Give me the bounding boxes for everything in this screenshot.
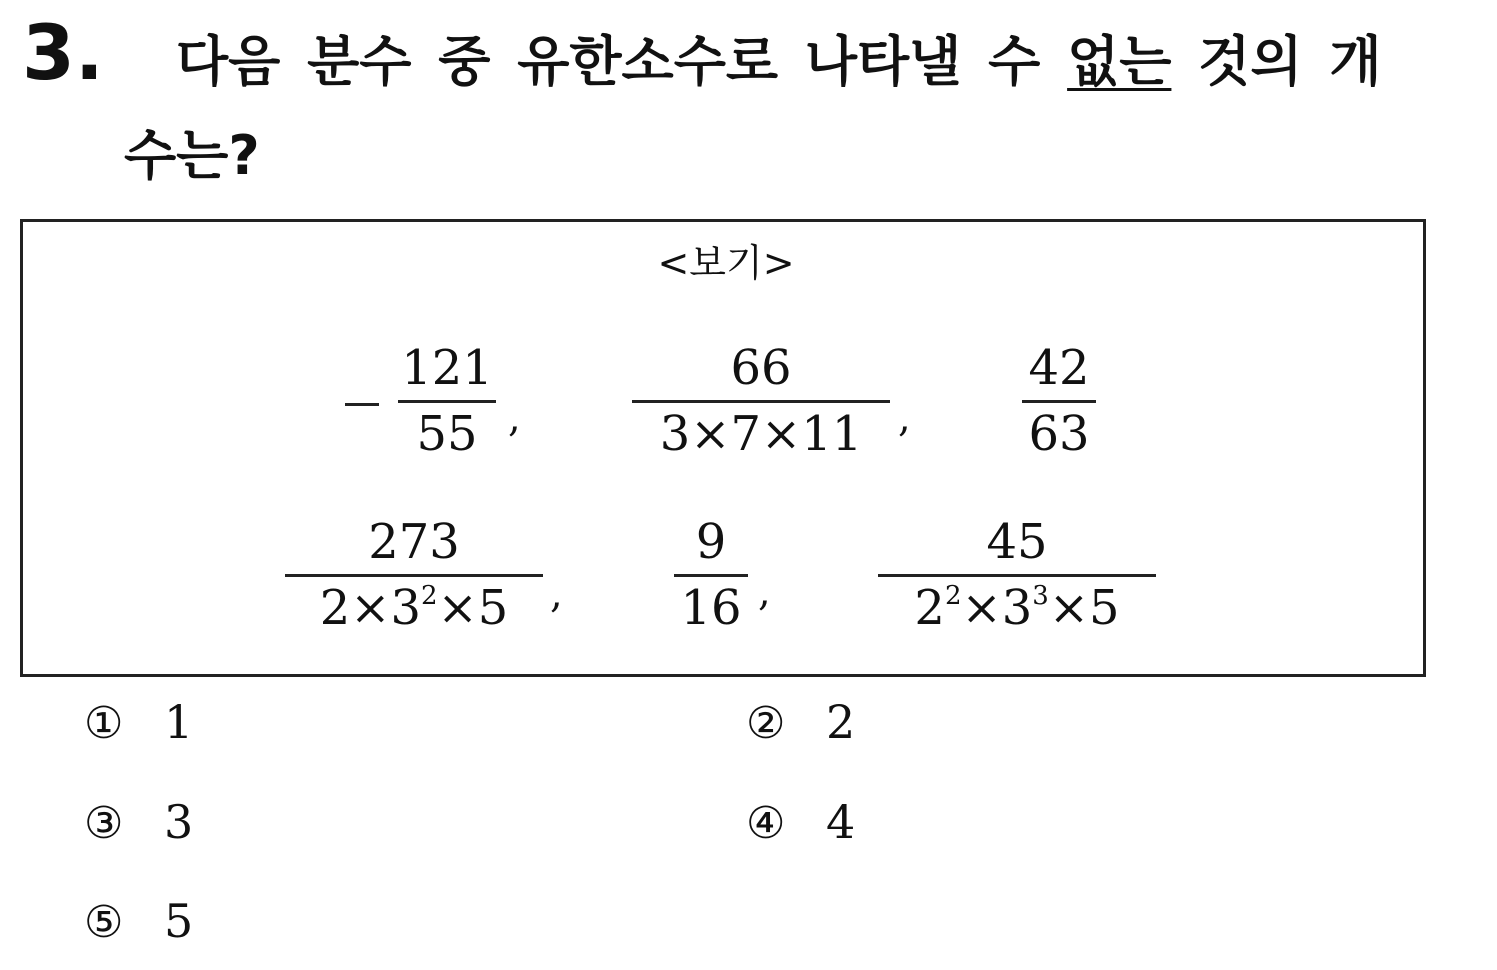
denominator-part: 2: [914, 580, 945, 636]
denominator-part: ×5: [437, 580, 509, 636]
choice-marker: ①: [84, 698, 124, 749]
fraction-6: [878, 514, 1156, 654]
choice-2[interactable]: [746, 694, 855, 752]
choice-4[interactable]: [746, 794, 855, 852]
choice-marker: ④: [746, 798, 786, 849]
question-text-part: 것의 개: [1171, 30, 1382, 93]
fraction-denominator: 63: [1028, 406, 1090, 462]
fraction-numerator: 66: [730, 340, 792, 396]
question-number: 3.: [22, 8, 104, 97]
fraction-bar: [1022, 400, 1096, 403]
denominator-part: ×5: [1048, 580, 1120, 636]
choice-value: 3: [164, 795, 194, 849]
choice-value: 1: [164, 695, 194, 749]
fraction-5: [674, 514, 748, 644]
fraction-bar: [398, 400, 496, 403]
fraction-4: [285, 514, 543, 654]
choice-1[interactable]: [84, 694, 193, 752]
fraction-numerator: 9: [695, 514, 727, 570]
fraction-numerator: 273: [368, 514, 460, 570]
choice-marker: ②: [746, 698, 786, 749]
fraction-1: [398, 340, 496, 470]
fraction-denominator: [878, 580, 1156, 636]
choice-value: 2: [826, 695, 856, 749]
fraction-denominator: 16: [680, 580, 742, 636]
example-box-title: <보기>: [657, 241, 795, 285]
fraction-numerator: 45: [986, 514, 1048, 570]
comma: ,: [758, 569, 771, 615]
fraction-denominator: 55: [416, 406, 478, 462]
choice-5[interactable]: [84, 893, 193, 951]
fraction-denominator: 3×7×11: [659, 406, 863, 462]
denominator-part: 2×3: [319, 580, 421, 636]
choice-marker: ③: [84, 798, 124, 849]
fraction-bar: [674, 574, 748, 577]
fraction-numerator: 121: [401, 340, 493, 396]
fraction-denominator: [285, 580, 543, 636]
fraction-2: [632, 340, 890, 470]
fraction-bar: [285, 574, 543, 577]
choice-value: 5: [164, 894, 194, 948]
fraction-bar: [632, 400, 890, 403]
denominator-part: ×3: [961, 580, 1033, 636]
choice-marker: ⑤: [84, 897, 124, 948]
choice-value: 4: [826, 795, 856, 849]
fraction-bar: [878, 574, 1156, 577]
fraction-numerator: 42: [1028, 340, 1090, 396]
question-text-part: 다음 분수 중 유한소수로 나타낼 수: [176, 30, 1068, 93]
question-text-line1: [176, 30, 1382, 94]
exponent: 2: [944, 581, 962, 611]
comma: ,: [898, 395, 911, 441]
choice-3[interactable]: [84, 794, 193, 852]
question-underlined-word: 없는: [1067, 30, 1172, 93]
minus-sign: [345, 403, 379, 406]
comma: ,: [508, 395, 521, 441]
exponent: 2: [420, 581, 438, 611]
exponent: 3: [1032, 581, 1049, 611]
question-text-line2: 수는?: [124, 124, 260, 187]
fraction-3: [1022, 340, 1096, 470]
comma: ,: [550, 571, 563, 617]
